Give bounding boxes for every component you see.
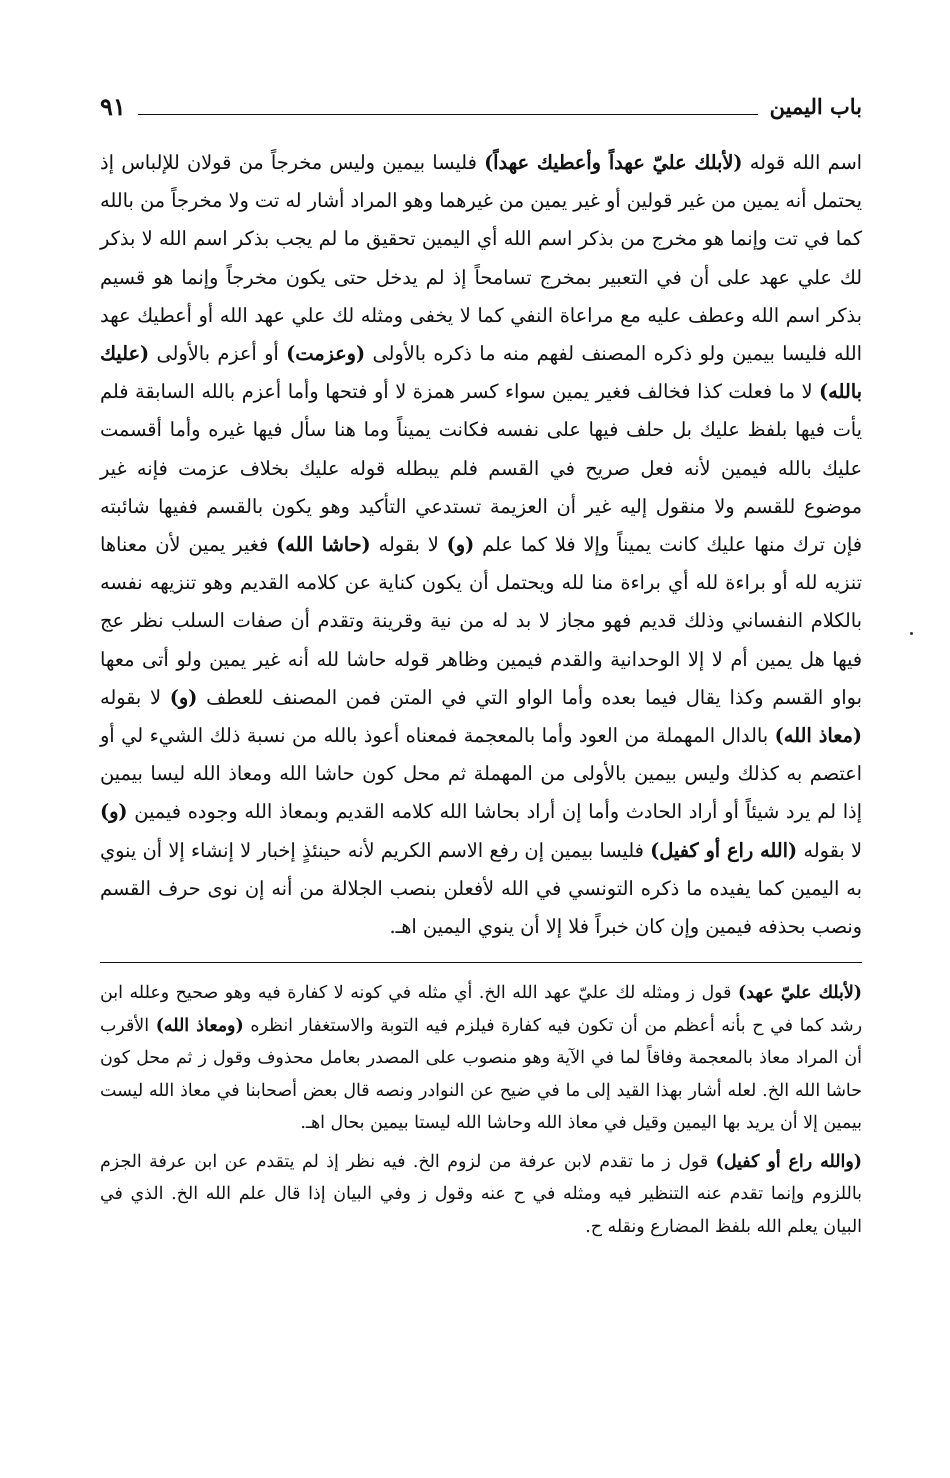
quoted-matn: (معاذ الله)	[774, 724, 862, 748]
quoted-matn: (الله راع أو كفيل)	[650, 838, 798, 862]
quoted-matn: (و)	[446, 533, 475, 557]
running-header	[100, 88, 862, 124]
chapter-title: باب اليمين	[769, 93, 862, 119]
main-text	[100, 144, 862, 946]
footnote-lemma: (ومعاذ الله)	[155, 1015, 244, 1036]
text-run: لا بقوله	[100, 685, 170, 709]
book-page	[100, 88, 862, 1408]
text-run: لا بقوله	[370, 533, 447, 557]
text-run: لا ما فعلت كذا فخالف فغير يمين سواء كسر همزة لا أو فتحها وأما أعزم بالله السابقة فلم يأت فيها بلفظ عليك بل حلف فيها على نفسه فكانت يميناً وما هنا سأل فيها غيره وأما أقسمت عليك بالله فيمين لأنه فعل صريح في القسم فلم يبطله قوله عليك بخلاف عزمت فإنه غير موضوع للقسم ولا منقول إليه غير أن العزيمة تستدعي التأكيد وهو يكون بالقسم ففيها شائبته فإن ترك منها عليك كانت يميناً وإلا فلا كما علم	[100, 380, 862, 557]
text-run: بالدال المهملة من العود وأما بالمعجمة فمعناه أعوذ بالله من نسبة ذلك الشيء لي أو اعتصم به كذلك وليس بيمين بالأولى من المهملة ثم محل كون حاشا الله ومعاذ الله ليسا بيمين إذا لم يرد شيئاً أو أراد الحادث وأما إن أراد بحاشا الله كلامه القديم وبمعاذ الله وجوده فيمين	[100, 724, 862, 824]
text-run: أو أعزم بالأولى	[149, 342, 287, 366]
text-run: فليسا بيمين وليس مخرجاً من قولان للإلباس إذ يحتمل أنه يمين من غير قولين أو غير يمين من غيرهما وهو المراد أشار له تت ولا مخرجاً من بالله كما في تت وإنما هو مخرج من بذكر اسم الله أي اليمين تحقيق ما لم يجب بذكر اسم الله لا بذكر لك علي عهد على أن في التعبير بمخرج تسامحاً إذ لم يدخل حتى يكون مخرجاً وإنما هو قسيم بذكر اسم الله وعطف عليه مع مراعاة النفي كما لا يخفى ومثله لك علي عهد الله أو أعطيك عهد الله فليسا بيمين ولو ذكره المصنف لفهم منه ما ذكره بالأولى	[100, 151, 862, 366]
quoted-matn: (وعزمت)	[286, 342, 366, 366]
header-rule	[138, 114, 758, 115]
footnote-separator	[100, 962, 862, 963]
quoted-matn: (و)	[100, 800, 128, 824]
quoted-matn: (عليك بالله)	[100, 342, 862, 404]
text-run: الأقرب أن المراد معاذ بالمعجمة وفاقاً لما في الآية وهو منصوب على المصدر بعامل محذوف وقول ز ثم محل كون حاشا الله الخ. لعله أشار بهذا القيد إلى ما في ضيح عن النوادر ونصه قال بعض أصحابنا في معاذ الله ليست بيمين إلا أن يريد بها اليمين وقيل في معاذ الله وحاشا الله ليستا بيمين بحال اهـ.	[100, 1015, 862, 1134]
text-run: لا بقوله	[797, 838, 862, 862]
page-number: ٩١	[100, 91, 126, 121]
text-run: اسم الله قوله	[742, 151, 862, 174]
footnote-1	[100, 977, 862, 1140]
text-run: فليسا بيمين إن رفع الاسم الكريم لأنه حينئذٍ إخبار لا إنشاء إلا أن ينوي به اليمين كما يفيده ما ذكره التونسي في الله لأفعلن بنصب الجلالة من أنه إن نوى حرف القسم ونصب بحذفه فيمين وإن كان خبراً فلا إلا أن ينوي اليمين اهـ.	[100, 838, 862, 939]
scan-speck	[910, 632, 913, 635]
quoted-matn: (و)	[169, 685, 198, 709]
quoted-matn: (لأبلك عليّ عهداً وأعطيك عهداً)	[484, 151, 743, 174]
footnote-2	[100, 1146, 862, 1244]
main-paragraph	[100, 144, 862, 946]
text-run: قول ز ومثله لك عليّ عهد الله الخ. أي مثله في كونه لا كفارة فيه وهو صحيح وعلله ابن رشد كما في ح بأنه أعظم من أن تكون فيه كفارة فيلزم فيه التوبة والاستغفار انظره	[100, 983, 862, 1036]
text-run: قول ز ما تقدم لابن عرفة من لزوم الخ. فيه نظر إذ لم يتقدم عن ابن عرفة الجزم باللزوم وإنما تقدم عنه التنظير فيه ومثله في ح عنه وقول ز وفي البيان إذا قال علم الله الخ. الذي في البيان يعلم الله بلفظ المضارع ونقله ح.	[100, 1151, 862, 1237]
footnote-lemma: (والله راع أو كفيل)	[715, 1151, 862, 1172]
text-run: فغير يمين لأن معناها تنزيه لله أو براءة لله أي براءة منا لله ويحتمل أن يكون كناية عن كلامه القديم وهو تنزيهه نفسه بالكلام النفساني وذلك قديم فهو مجاز لا بد له من نية وقرينة وتقدم أن صفات السلب نظر عج فيها هل يمين أم لا إلا الوحدانية والقدم فيمين وظاهر قوله حاشا لله أنه غير يمين ولو أتى معها بواو القسم وكذا يقال فيما بعده وأما الواو التي في المتن فمن المصنف للعطف	[100, 533, 862, 709]
quoted-matn: (حاشا الله)	[276, 533, 371, 557]
footnote-lemma: (لأبلك عليّ عهد)	[738, 983, 862, 1004]
